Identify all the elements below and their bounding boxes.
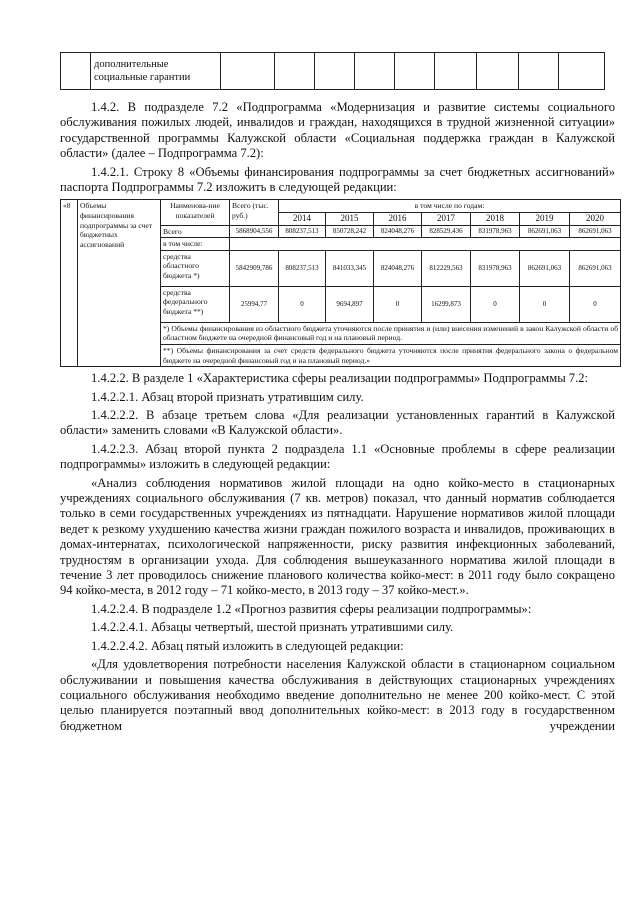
paragraph-1-4-2-1: 1.4.2.1. Строку 8 «Объемы финансирования подпрограммы за счет бюджетных ассигнований» паспорта Подпрограммы 7.2 изложить в следующей редакции:: [60, 164, 615, 195]
value-cell: 812229,563: [422, 250, 471, 286]
row-total-label: Всего: [161, 225, 230, 238]
col-header-total: Всего (тыс. руб.): [230, 200, 279, 225]
quote-paragraph-2: «Для удовлетворения потребности населения Калужской области в стационарном социальном обслуживании и повышения качества обслуживания в действующих стационарных учреждениях социального обслуживания необходимо введение дополнительно не менее 200 койко-мест. С этой целью планируется поэтапный ввод дополнительных койко-мест: в 2013 году в государственном бюджетном учреждении: [60, 657, 615, 733]
table-row: [61, 53, 605, 90]
footnote-federal: **) Объемы финансирования за счет средств федерального бюджета уточняются после принятия федерального закона о федеральном бюджете на очередной финансовый год и на плановый период.»: [161, 345, 621, 367]
year-header: 2014: [279, 213, 326, 226]
value-cell: 808237,513: [279, 250, 326, 286]
table-row: [61, 200, 621, 213]
table-cell: [61, 53, 91, 90]
value-cell: 841033,345: [326, 250, 374, 286]
row-number: «8: [61, 200, 78, 367]
col-header-name: Наименова-ние показателей: [161, 200, 230, 225]
table-cell: [221, 53, 275, 90]
empty-cell: [230, 238, 621, 251]
value-cell: 0: [279, 286, 326, 322]
value-cell: 9694,897: [326, 286, 374, 322]
table-cell: [355, 53, 395, 90]
row-regional-sum: 5842909,786: [230, 250, 279, 286]
paragraph-1-4-2-2-4-2: 1.4.2.2.4.2. Абзац пятый изложить в следующей редакции:: [91, 638, 404, 653]
value-cell: 824048,276: [374, 225, 422, 238]
paragraph-1-4-2-2-2: 1.4.2.2.2. В абзаце третьем слова «Для реализации установленных гарантий в Калужской области» заменить словами «В Калужской области».: [60, 408, 615, 438]
value-cell: 0: [520, 286, 570, 322]
table-cell: [519, 53, 559, 90]
value-cell: 862691,063: [520, 250, 570, 286]
quote-paragraph-1: «Анализ соблюдения нормативов жилой площади на одно койко-место в стационарных учреждениях социального обслуживания (7 кв. метров) показал, что данный норматив соблюдается только в семи государственных учреждениях из пятнадцати. Нарушение нормативов жилой площади ведет к резкому ухудшению качества жизни граждан пожилого возраста и инвалидов, проживающих в домах-интернатах, психологической напряженности, риску развития инфекционных заболеваний, трудностям в организации ухода. Для соблюдения вышеуказанного норматива жилой площади в течение 3 лет проводилось снижение планового количества койко-мест: в 2011 году было сокращено 94 койко-места, в 2012 году – 71 койко-место, в 2013 году – 37 койко-мест.».: [60, 475, 615, 598]
table-cell: [477, 53, 519, 90]
year-header: 2017: [422, 213, 471, 226]
row-regional-label: средства областного бюджета *): [161, 250, 230, 286]
value-cell: 808237,513: [279, 225, 326, 238]
value-cell: 862691,063: [570, 225, 621, 238]
table-cell: [435, 53, 477, 90]
table-cell: [559, 53, 605, 90]
previous-table-fragment: [60, 52, 605, 90]
passport-financing-table: [60, 199, 621, 367]
year-header: 2018: [471, 213, 520, 226]
paragraph-1-4-2-2-1: 1.4.2.2.1. Абзац второй признать утратившим силу.: [91, 389, 364, 404]
value-cell: 0: [471, 286, 520, 322]
paragraph-1-4-2-2-4-1: 1.4.2.2.4.1. Абзацы четвертый, шестой признать утратившими силу.: [91, 620, 454, 635]
value-cell: 831978,963: [471, 225, 520, 238]
value-cell: 16299,873: [422, 286, 471, 322]
value-cell: 862691,063: [520, 225, 570, 238]
table-cell: [275, 53, 315, 90]
value-cell: 824048,276: [374, 250, 422, 286]
paragraph-1-4-2-2: 1.4.2.2. В разделе 1 «Характеристика сферы реализации подпрограммы» Подпрограммы 7.2:: [91, 371, 589, 386]
value-cell: 0: [374, 286, 422, 322]
row-label: Объемы финансирования подпрограммы за счет бюджетных ассигнований: [78, 200, 161, 367]
col-header-years-caption: в том числе по годам:: [279, 200, 621, 213]
table-cell: [315, 53, 355, 90]
table-cell: [395, 53, 435, 90]
year-header: 2019: [520, 213, 570, 226]
value-cell: 0: [570, 286, 621, 322]
year-header: 2015: [326, 213, 374, 226]
paragraph-1-4-2-2-3: 1.4.2.2.3. Абзац второй пункта 2 подраздела 1.1 «Основные проблемы в сфере реализации подпрограммы» изложить в следующей редакции:: [60, 441, 615, 472]
table-cell: дополнительные социальные гарантии: [91, 53, 221, 90]
row-incl-label: в том числе:: [161, 238, 230, 251]
value-cell: 831978,963: [471, 250, 520, 286]
row-federal-sum: 25994,77: [230, 286, 279, 322]
footnote-regional: *) Объемы финансирования из областного бюджета уточняются после принятия и (или) внесения изменений в закон Калужской области об областном бюджете на очередной финансовый год и на плановый период.: [161, 322, 621, 344]
value-cell: 862691,063: [570, 250, 621, 286]
value-cell: 850728,242: [326, 225, 374, 238]
paragraph-1-4-2-2-4: 1.4.2.2.4. В подразделе 1.2 «Прогноз развития сферы реализации подпрограммы»:: [91, 601, 532, 616]
paragraph-1-4-2: 1.4.2. В подразделе 7.2 «Подпрограмма «Модернизация и развитие системы социального обслуживания пожилых людей, инвалидов и граждан, находящихся в трудной жизненной ситуации» государственной программы Калужской области «Социальная поддержка граждан в Калужской области» (далее – Подпрограмма 7.2):: [60, 100, 615, 161]
row-total-sum: 5868904,556: [230, 225, 279, 238]
row-federal-label: средства федерального бюджета **): [161, 286, 230, 322]
year-header: 2020: [570, 213, 621, 226]
value-cell: 828529,436: [422, 225, 471, 238]
year-header: 2016: [374, 213, 422, 226]
document-body: [60, 100, 619, 734]
